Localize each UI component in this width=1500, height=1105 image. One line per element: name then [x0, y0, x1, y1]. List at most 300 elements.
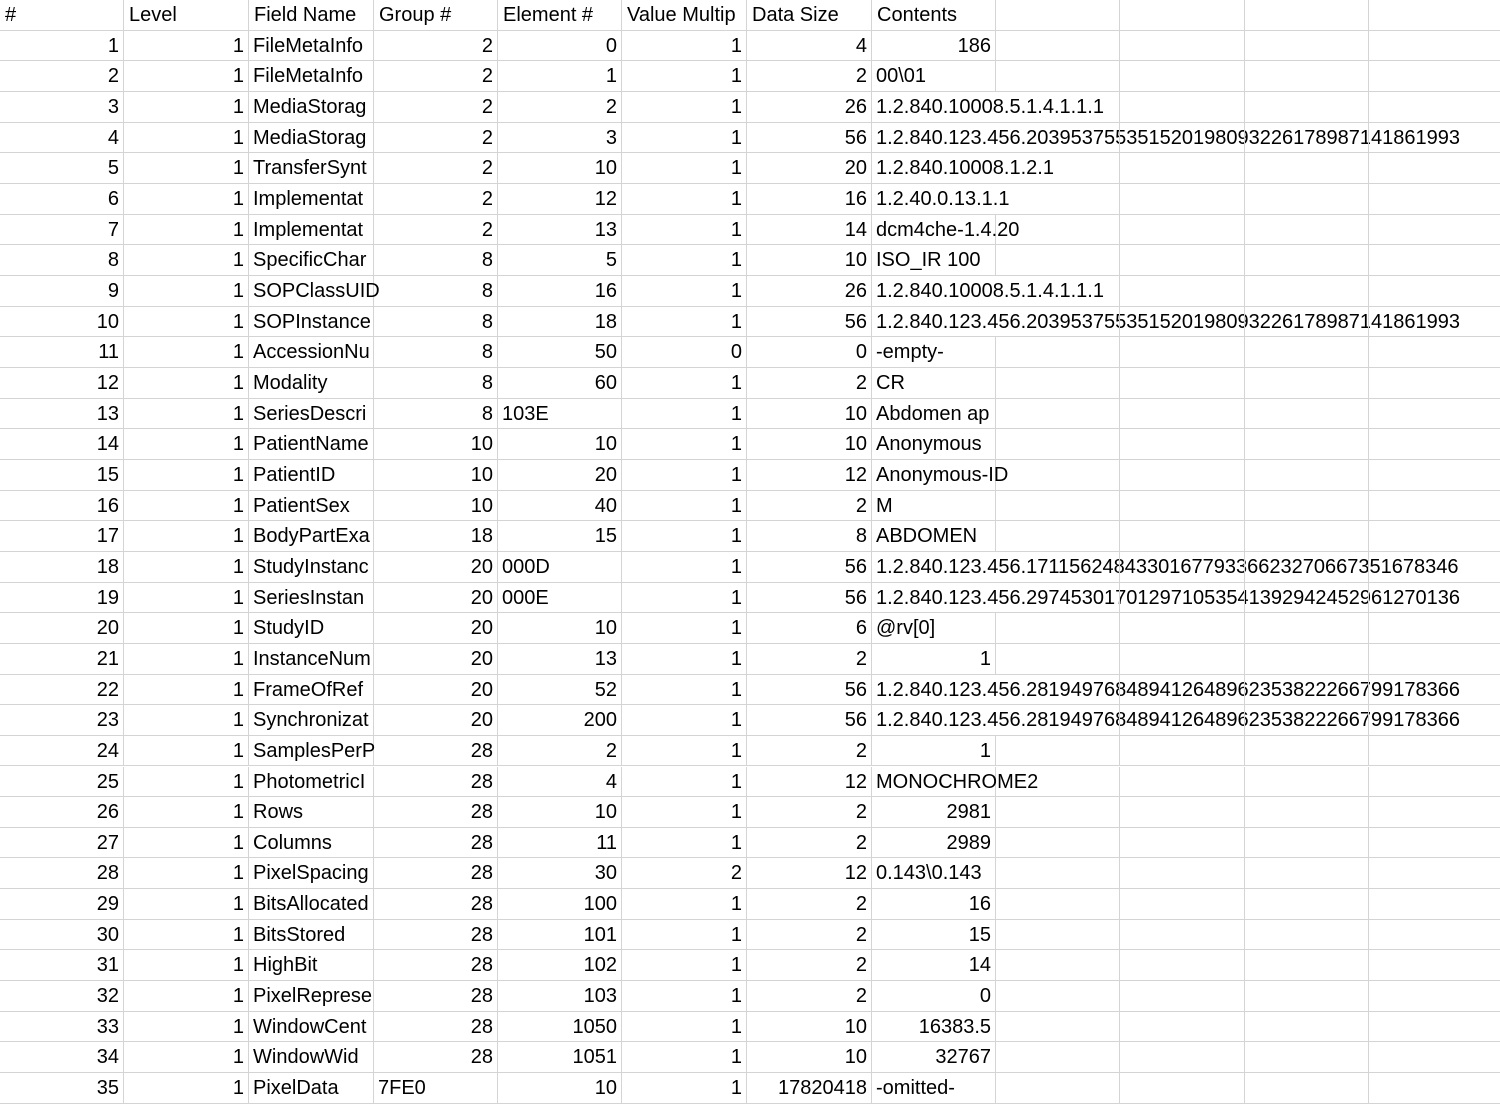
level-cell[interactable]: 1	[124, 797, 249, 828]
contents-cell[interactable]: 32767	[872, 1042, 996, 1073]
contents-cell[interactable]: 1.2.840.10008.5.1.4.1.1.1	[872, 92, 996, 123]
level-cell[interactable]: 1	[124, 61, 249, 92]
group-cell[interactable]: 20	[374, 675, 498, 706]
level-cell[interactable]: 1	[124, 31, 249, 62]
data-size-cell[interactable]: 4	[747, 31, 872, 62]
empty-cell[interactable]	[996, 184, 1120, 215]
empty-cell[interactable]	[996, 337, 1120, 368]
data-size-cell[interactable]: 8	[747, 521, 872, 552]
data-size-cell[interactable]: 12	[747, 460, 872, 491]
row-number-cell[interactable]: 22	[0, 675, 124, 706]
value-multiplicity-cell[interactable]: 1	[622, 521, 747, 552]
data-size-cell[interactable]: 12	[747, 767, 872, 798]
empty-cell[interactable]	[996, 61, 1120, 92]
value-multiplicity-cell[interactable]: 1	[622, 981, 747, 1012]
row-number-cell[interactable]: 3	[0, 92, 124, 123]
empty-cell[interactable]	[1120, 521, 1245, 552]
empty-cell[interactable]	[1120, 491, 1245, 522]
data-size-cell[interactable]: 2	[747, 368, 872, 399]
value-multiplicity-cell[interactable]: 1	[622, 613, 747, 644]
empty-cell[interactable]	[996, 245, 1120, 276]
empty-cell[interactable]	[1245, 981, 1369, 1012]
empty-cell[interactable]	[1245, 858, 1369, 889]
empty-cell[interactable]	[1369, 858, 1500, 889]
value-multiplicity-cell[interactable]: 1	[622, 583, 747, 614]
element-cell[interactable]: 30	[498, 858, 622, 889]
empty-cell[interactable]	[1245, 399, 1369, 430]
level-cell[interactable]: 1	[124, 920, 249, 951]
column-header-group[interactable]: Group #	[374, 0, 498, 31]
data-size-cell[interactable]: 2	[747, 981, 872, 1012]
value-multiplicity-cell[interactable]: 1	[622, 828, 747, 859]
empty-cell[interactable]	[1120, 705, 1245, 736]
data-size-cell[interactable]: 10	[747, 429, 872, 460]
empty-cell[interactable]	[1120, 429, 1245, 460]
empty-cell[interactable]	[1245, 644, 1369, 675]
value-multiplicity-cell[interactable]: 1	[622, 123, 747, 154]
column-header-data-size[interactable]: Data Size	[747, 0, 872, 31]
empty-cell[interactable]	[1245, 920, 1369, 951]
empty-cell[interactable]	[996, 705, 1120, 736]
column-header-value-multiplicity[interactable]: Value Multip	[622, 0, 747, 31]
field-name-cell[interactable]: SeriesInstan	[249, 583, 374, 614]
group-cell[interactable]: 2	[374, 31, 498, 62]
empty-cell[interactable]	[1120, 184, 1245, 215]
empty-cell[interactable]	[996, 368, 1120, 399]
field-name-cell[interactable]: PixelData	[249, 1073, 374, 1104]
contents-cell[interactable]: MONOCHROME2	[872, 767, 996, 798]
element-cell[interactable]: 1050	[498, 1012, 622, 1043]
field-name-cell[interactable]: FrameOfRef	[249, 675, 374, 706]
value-multiplicity-cell[interactable]: 1	[622, 1042, 747, 1073]
level-cell[interactable]: 1	[124, 460, 249, 491]
field-name-cell[interactable]: Modality	[249, 368, 374, 399]
empty-cell[interactable]	[996, 981, 1120, 1012]
field-name-cell[interactable]: TransferSynt	[249, 153, 374, 184]
element-cell[interactable]: 10	[498, 613, 622, 644]
empty-cell[interactable]	[1369, 705, 1500, 736]
empty-cell[interactable]	[996, 276, 1120, 307]
empty-cell[interactable]	[1245, 675, 1369, 706]
row-number-cell[interactable]: 16	[0, 491, 124, 522]
element-cell[interactable]: 11	[498, 828, 622, 859]
data-size-cell[interactable]: 56	[747, 675, 872, 706]
value-multiplicity-cell[interactable]: 1	[622, 368, 747, 399]
empty-cell[interactable]	[1369, 276, 1500, 307]
row-number-cell[interactable]: 20	[0, 613, 124, 644]
empty-cell[interactable]	[996, 736, 1120, 767]
empty-cell[interactable]	[1120, 92, 1245, 123]
value-multiplicity-cell[interactable]: 1	[622, 797, 747, 828]
empty-cell[interactable]	[1120, 858, 1245, 889]
row-number-cell[interactable]: 10	[0, 307, 124, 338]
empty-cell[interactable]	[1245, 889, 1369, 920]
contents-cell[interactable]: @rv[0]	[872, 613, 996, 644]
contents-cell[interactable]: M	[872, 491, 996, 522]
empty-cell[interactable]	[1120, 337, 1245, 368]
contents-cell[interactable]: 16383.5	[872, 1012, 996, 1043]
level-cell[interactable]: 1	[124, 491, 249, 522]
empty-cell[interactable]	[1369, 123, 1500, 154]
contents-cell[interactable]: 1.2.840.123.456.2039537553515201980932261789871418619​93	[872, 307, 996, 338]
value-multiplicity-cell[interactable]: 1	[622, 1012, 747, 1043]
field-name-cell[interactable]: SamplesPerP	[249, 736, 374, 767]
empty-cell[interactable]	[996, 552, 1120, 583]
empty-cell[interactable]	[996, 153, 1120, 184]
data-size-cell[interactable]: 56	[747, 307, 872, 338]
element-cell[interactable]: 13	[498, 215, 622, 246]
data-size-cell[interactable]: 10	[747, 399, 872, 430]
empty-cell[interactable]	[1369, 153, 1500, 184]
data-size-cell[interactable]: 2	[747, 950, 872, 981]
data-size-cell[interactable]: 10	[747, 1042, 872, 1073]
empty-cell[interactable]	[1120, 552, 1245, 583]
empty-cell[interactable]	[1120, 675, 1245, 706]
empty-cell[interactable]	[1245, 123, 1369, 154]
empty-cell[interactable]	[996, 460, 1120, 491]
empty-cell[interactable]	[1245, 613, 1369, 644]
row-number-cell[interactable]: 26	[0, 797, 124, 828]
element-cell[interactable]: 101	[498, 920, 622, 951]
element-cell[interactable]: 103	[498, 981, 622, 1012]
value-multiplicity-cell[interactable]: 0	[622, 337, 747, 368]
empty-cell[interactable]	[1120, 0, 1245, 31]
level-cell[interactable]: 1	[124, 521, 249, 552]
empty-cell[interactable]	[1120, 460, 1245, 491]
empty-cell[interactable]	[1369, 184, 1500, 215]
group-cell[interactable]: 18	[374, 521, 498, 552]
field-name-cell[interactable]: PixelReprese	[249, 981, 374, 1012]
empty-cell[interactable]	[1369, 767, 1500, 798]
empty-cell[interactable]	[1120, 828, 1245, 859]
empty-cell[interactable]	[1245, 184, 1369, 215]
empty-cell[interactable]	[1369, 981, 1500, 1012]
empty-cell[interactable]	[1245, 583, 1369, 614]
empty-cell[interactable]	[1120, 307, 1245, 338]
field-name-cell[interactable]: PatientSex	[249, 491, 374, 522]
field-name-cell[interactable]: Implementat	[249, 215, 374, 246]
contents-cell[interactable]: 2981	[872, 797, 996, 828]
empty-cell[interactable]	[1120, 399, 1245, 430]
value-multiplicity-cell[interactable]: 1	[622, 399, 747, 430]
empty-cell[interactable]	[1245, 61, 1369, 92]
group-cell[interactable]: 8	[374, 245, 498, 276]
data-size-cell[interactable]: 20	[747, 153, 872, 184]
field-name-cell[interactable]: MediaStorag	[249, 92, 374, 123]
level-cell[interactable]: 1	[124, 123, 249, 154]
empty-cell[interactable]	[1120, 950, 1245, 981]
empty-cell[interactable]	[996, 583, 1120, 614]
data-size-cell[interactable]: 14	[747, 215, 872, 246]
value-multiplicity-cell[interactable]: 2	[622, 858, 747, 889]
level-cell[interactable]: 1	[124, 215, 249, 246]
data-size-cell[interactable]: 6	[747, 613, 872, 644]
empty-cell[interactable]	[996, 889, 1120, 920]
element-cell[interactable]: 1	[498, 61, 622, 92]
field-name-cell[interactable]: StudyID	[249, 613, 374, 644]
contents-cell[interactable]: dcm4che-1.4.20	[872, 215, 996, 246]
group-cell[interactable]: 10	[374, 491, 498, 522]
element-cell[interactable]: 10	[498, 1073, 622, 1104]
value-multiplicity-cell[interactable]: 1	[622, 675, 747, 706]
empty-cell[interactable]	[1120, 644, 1245, 675]
empty-cell[interactable]	[1369, 521, 1500, 552]
value-multiplicity-cell[interactable]: 1	[622, 429, 747, 460]
group-cell[interactable]: 28	[374, 889, 498, 920]
empty-cell[interactable]	[1245, 767, 1369, 798]
contents-cell[interactable]: 0.143\0.143	[872, 858, 996, 889]
empty-cell[interactable]	[996, 828, 1120, 859]
empty-cell[interactable]	[1369, 889, 1500, 920]
empty-cell[interactable]	[996, 1042, 1120, 1073]
empty-cell[interactable]	[1369, 429, 1500, 460]
data-size-cell[interactable]: 12	[747, 858, 872, 889]
column-header-element[interactable]: Element #	[498, 0, 622, 31]
group-cell[interactable]: 2	[374, 92, 498, 123]
field-name-cell[interactable]: BitsStored	[249, 920, 374, 951]
row-number-cell[interactable]: 21	[0, 644, 124, 675]
data-size-cell[interactable]: 2	[747, 61, 872, 92]
element-cell[interactable]: 3	[498, 123, 622, 154]
empty-cell[interactable]	[1369, 337, 1500, 368]
contents-cell[interactable]: 1	[872, 644, 996, 675]
empty-cell[interactable]	[1120, 1042, 1245, 1073]
element-cell[interactable]: 5	[498, 245, 622, 276]
empty-cell[interactable]	[996, 0, 1120, 31]
empty-cell[interactable]	[1369, 736, 1500, 767]
group-cell[interactable]: 2	[374, 153, 498, 184]
empty-cell[interactable]	[996, 644, 1120, 675]
row-number-cell[interactable]: 34	[0, 1042, 124, 1073]
contents-cell[interactable]: ISO_IR 100	[872, 245, 996, 276]
row-number-cell[interactable]: 35	[0, 1073, 124, 1104]
level-cell[interactable]: 1	[124, 644, 249, 675]
empty-cell[interactable]	[996, 920, 1120, 951]
level-cell[interactable]: 1	[124, 92, 249, 123]
row-number-cell[interactable]: 2	[0, 61, 124, 92]
contents-cell[interactable]: 1.2.840.123.456.2039537553515201980932261789871418619​93	[872, 123, 996, 154]
empty-cell[interactable]	[1120, 889, 1245, 920]
data-size-cell[interactable]: 2	[747, 797, 872, 828]
element-cell[interactable]: 2	[498, 736, 622, 767]
empty-cell[interactable]	[1245, 460, 1369, 491]
group-cell[interactable]: 2	[374, 123, 498, 154]
field-name-cell[interactable]: BitsAllocated	[249, 889, 374, 920]
value-multiplicity-cell[interactable]: 1	[622, 920, 747, 951]
empty-cell[interactable]	[1120, 368, 1245, 399]
level-cell[interactable]: 1	[124, 736, 249, 767]
element-cell[interactable]: 0	[498, 31, 622, 62]
row-number-cell[interactable]: 1	[0, 31, 124, 62]
value-multiplicity-cell[interactable]: 1	[622, 92, 747, 123]
row-number-cell[interactable]: 29	[0, 889, 124, 920]
group-cell[interactable]: 8	[374, 307, 498, 338]
group-cell[interactable]: 8	[374, 337, 498, 368]
empty-cell[interactable]	[1120, 276, 1245, 307]
element-cell[interactable]: 20	[498, 460, 622, 491]
level-cell[interactable]: 1	[124, 613, 249, 644]
contents-cell[interactable]: 1.2.840.123.456.1711562484330167793366232706673516783​46	[872, 552, 996, 583]
level-cell[interactable]: 1	[124, 675, 249, 706]
field-name-cell[interactable]: AccessionNu	[249, 337, 374, 368]
row-number-cell[interactable]: 30	[0, 920, 124, 951]
level-cell[interactable]: 1	[124, 429, 249, 460]
value-multiplicity-cell[interactable]: 1	[622, 61, 747, 92]
empty-cell[interactable]	[1245, 276, 1369, 307]
data-size-cell[interactable]: 2	[747, 491, 872, 522]
group-cell[interactable]: 10	[374, 460, 498, 491]
contents-cell[interactable]: Abdomen ap	[872, 399, 996, 430]
contents-cell[interactable]: 1.2.840.123.456.2819497684894126489623538222667991783​66	[872, 705, 996, 736]
level-cell[interactable]: 1	[124, 705, 249, 736]
empty-cell[interactable]	[996, 123, 1120, 154]
field-name-cell[interactable]: BodyPartExa	[249, 521, 374, 552]
group-cell[interactable]: 28	[374, 797, 498, 828]
empty-cell[interactable]	[1369, 613, 1500, 644]
contents-cell[interactable]: Anonymous	[872, 429, 996, 460]
element-cell[interactable]: 102	[498, 950, 622, 981]
empty-cell[interactable]	[1369, 950, 1500, 981]
level-cell[interactable]: 1	[124, 889, 249, 920]
value-multiplicity-cell[interactable]: 1	[622, 153, 747, 184]
contents-cell[interactable]: 15	[872, 920, 996, 951]
row-number-cell[interactable]: 13	[0, 399, 124, 430]
empty-cell[interactable]	[1120, 767, 1245, 798]
empty-cell[interactable]	[1369, 644, 1500, 675]
level-cell[interactable]: 1	[124, 858, 249, 889]
level-cell[interactable]: 1	[124, 399, 249, 430]
empty-cell[interactable]	[1120, 1012, 1245, 1043]
empty-cell[interactable]	[1369, 552, 1500, 583]
field-name-cell[interactable]: FileMetaInfo	[249, 61, 374, 92]
field-name-cell[interactable]: PatientName	[249, 429, 374, 460]
empty-cell[interactable]	[1245, 797, 1369, 828]
empty-cell[interactable]	[1245, 215, 1369, 246]
empty-cell[interactable]	[1369, 460, 1500, 491]
empty-cell[interactable]	[1120, 981, 1245, 1012]
value-multiplicity-cell[interactable]: 1	[622, 889, 747, 920]
empty-cell[interactable]	[996, 1073, 1120, 1104]
column-header-field-name[interactable]: Field Name	[249, 0, 374, 31]
contents-cell[interactable]: 0	[872, 981, 996, 1012]
empty-cell[interactable]	[1369, 491, 1500, 522]
level-cell[interactable]: 1	[124, 1012, 249, 1043]
field-name-cell[interactable]: SOPClassUID	[249, 276, 374, 307]
element-cell[interactable]: 52	[498, 675, 622, 706]
group-cell[interactable]: 2	[374, 184, 498, 215]
row-number-cell[interactable]: 24	[0, 736, 124, 767]
value-multiplicity-cell[interactable]: 1	[622, 460, 747, 491]
empty-cell[interactable]	[1245, 92, 1369, 123]
value-multiplicity-cell[interactable]: 1	[622, 215, 747, 246]
value-multiplicity-cell[interactable]: 1	[622, 736, 747, 767]
field-name-cell[interactable]: Rows	[249, 797, 374, 828]
group-cell[interactable]: 20	[374, 613, 498, 644]
value-multiplicity-cell[interactable]: 1	[622, 644, 747, 675]
contents-cell[interactable]: -omitted-	[872, 1073, 996, 1104]
value-multiplicity-cell[interactable]: 1	[622, 245, 747, 276]
empty-cell[interactable]	[1369, 583, 1500, 614]
level-cell[interactable]: 1	[124, 368, 249, 399]
empty-cell[interactable]	[996, 521, 1120, 552]
group-cell[interactable]: 2	[374, 215, 498, 246]
level-cell[interactable]: 1	[124, 950, 249, 981]
empty-cell[interactable]	[1120, 736, 1245, 767]
group-cell[interactable]: 20	[374, 583, 498, 614]
empty-cell[interactable]	[1245, 552, 1369, 583]
row-number-cell[interactable]: 9	[0, 276, 124, 307]
column-header-contents[interactable]: Contents	[872, 0, 996, 31]
level-cell[interactable]: 1	[124, 828, 249, 859]
row-number-cell[interactable]: 19	[0, 583, 124, 614]
empty-cell[interactable]	[1120, 61, 1245, 92]
data-size-cell[interactable]: 0	[747, 337, 872, 368]
empty-cell[interactable]	[996, 92, 1120, 123]
row-number-cell[interactable]: 14	[0, 429, 124, 460]
empty-cell[interactable]	[996, 31, 1120, 62]
empty-cell[interactable]	[1245, 31, 1369, 62]
group-cell[interactable]: 8	[374, 276, 498, 307]
contents-cell[interactable]: 1.2.840.10008.1.2.1	[872, 153, 996, 184]
element-cell[interactable]: 103E	[498, 399, 622, 430]
level-cell[interactable]: 1	[124, 337, 249, 368]
group-cell[interactable]: 28	[374, 736, 498, 767]
empty-cell[interactable]	[996, 613, 1120, 644]
value-multiplicity-cell[interactable]: 1	[622, 1073, 747, 1104]
empty-cell[interactable]	[996, 307, 1120, 338]
row-number-cell[interactable]: 15	[0, 460, 124, 491]
empty-cell[interactable]	[1120, 245, 1245, 276]
value-multiplicity-cell[interactable]: 1	[622, 552, 747, 583]
contents-cell[interactable]: 14	[872, 950, 996, 981]
empty-cell[interactable]	[1245, 0, 1369, 31]
row-number-cell[interactable]: 7	[0, 215, 124, 246]
empty-cell[interactable]	[1369, 828, 1500, 859]
element-cell[interactable]: 13	[498, 644, 622, 675]
data-size-cell[interactable]: 2	[747, 828, 872, 859]
empty-cell[interactable]	[1369, 1012, 1500, 1043]
empty-cell[interactable]	[1245, 1012, 1369, 1043]
empty-cell[interactable]	[1120, 123, 1245, 154]
group-cell[interactable]: 20	[374, 552, 498, 583]
element-cell[interactable]: 4	[498, 767, 622, 798]
row-number-cell[interactable]: 18	[0, 552, 124, 583]
empty-cell[interactable]	[1120, 1073, 1245, 1104]
level-cell[interactable]: 1	[124, 307, 249, 338]
row-number-cell[interactable]: 33	[0, 1012, 124, 1043]
data-size-cell[interactable]: 56	[747, 705, 872, 736]
group-cell[interactable]: 28	[374, 767, 498, 798]
group-cell[interactable]: 2	[374, 61, 498, 92]
level-cell[interactable]: 1	[124, 1073, 249, 1104]
contents-cell[interactable]: -empty-	[872, 337, 996, 368]
element-cell[interactable]: 1051	[498, 1042, 622, 1073]
element-cell[interactable]: 50	[498, 337, 622, 368]
value-multiplicity-cell[interactable]: 1	[622, 307, 747, 338]
empty-cell[interactable]	[996, 675, 1120, 706]
field-name-cell[interactable]: PhotometricI	[249, 767, 374, 798]
group-cell[interactable]: 20	[374, 644, 498, 675]
level-cell[interactable]: 1	[124, 153, 249, 184]
empty-cell[interactable]	[1369, 31, 1500, 62]
empty-cell[interactable]	[1245, 337, 1369, 368]
field-name-cell[interactable]: Implementat	[249, 184, 374, 215]
data-size-cell[interactable]: 2	[747, 889, 872, 920]
group-cell[interactable]: 28	[374, 858, 498, 889]
empty-cell[interactable]	[1120, 797, 1245, 828]
empty-cell[interactable]	[996, 858, 1120, 889]
empty-cell[interactable]	[1245, 368, 1369, 399]
